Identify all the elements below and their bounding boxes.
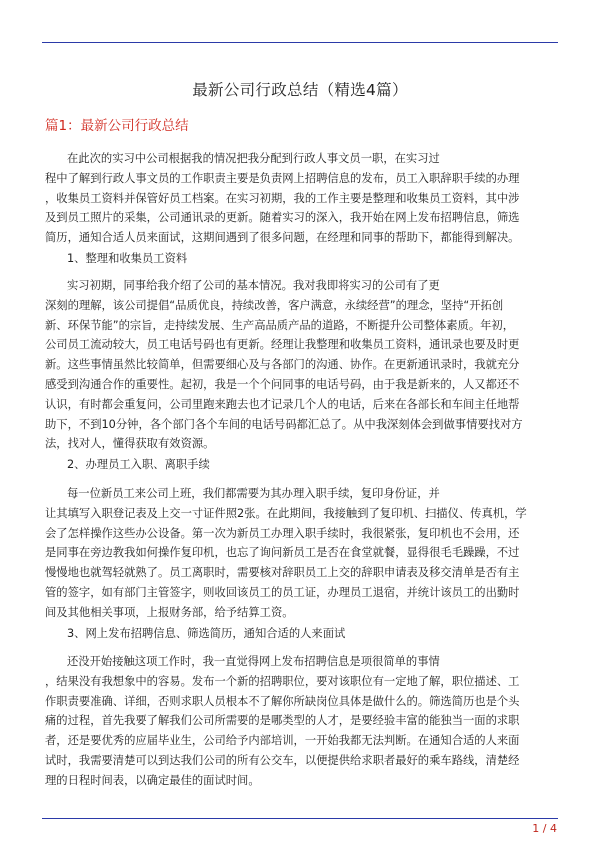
paragraph-recruiting xyxy=(45,652,557,791)
paragraph-collect-materials xyxy=(45,276,557,454)
text-line: 法，找对人，懂得获取有效资源。 xyxy=(45,437,215,451)
subheading-2 xyxy=(45,455,557,475)
text-line: 是同事在旁边教我如何操作复印机，也忘了询问新员工是否在食堂就餐，显得很毛毛躁躁，不过 xyxy=(45,546,520,560)
text-line: 会了怎样操作这些办公设备。第一次为新员工办理入职手续时，我很紧张，复印机也不会用，还 xyxy=(45,526,520,540)
text-line: 痛的过程，首先我要了解我们公司所需要的是哪类型的人才，是要经验丰富的能独当一面的求职 xyxy=(45,714,520,728)
text-line: 助下，不到10分钟，各个部门各个车间的电话号码都汇总了。从中我深刻体会到做事情要找对方 xyxy=(45,417,523,431)
text-line: 深刻的理解，该公司提倡“品质优良，持续改善，客户满意，永续经营”的理念，坚持“开拓创 xyxy=(45,298,504,312)
paragraph-onboarding xyxy=(45,484,557,623)
subheading-3 xyxy=(45,624,557,644)
footer-rule xyxy=(42,818,558,819)
text-line: ，结果没有我想象中的容易。发布一个新的招聘职位，要对该职位有一定地了解，职位描述、工 xyxy=(45,674,520,688)
paragraph-intro xyxy=(45,149,557,248)
subheading-text: 3、网上发布招聘信息、筛选简历，通知合适的人来面试 xyxy=(67,627,346,640)
text-line: 程中了解到行政人事文员的工作职责主要是负责网上招聘信息的发布，员工入职辞职手续的办理 xyxy=(45,171,520,185)
text-line: 者，还是要优秀的应届毕业生，公司给予内部培训，一开始我都无法判断。在通知合适的人来面 xyxy=(45,734,520,748)
section-heading: 篇1：最新公司行政总结 xyxy=(45,118,189,134)
text-line: 认识，有时都会重复问，公司里跑来跑去也才记录几个人的电话，后来在各部长和车间主任地帮 xyxy=(45,397,520,411)
text-line: 新。这些事情虽然比较简单，但需要细心及与各部门的沟通、协作。在更新通讯录时，我就充分 xyxy=(45,358,520,372)
text-line: 实习初期，同事给我介绍了公司的基本情况。我对我即将实习的公司有了更 xyxy=(67,279,440,292)
text-line: 慢慢地也就驾轻就熟了。员工离职时，需要核对辞职员工上交的辞职申请表及移交清单是否有主 xyxy=(45,566,520,580)
text-line: 让其填写入职登记表及上交一寸证件照2张。在此期间，我接触到了复印机、扫描仪、传真机，学 xyxy=(45,506,527,520)
text-line: 及到员工照片的采集，公司通讯录的更新。随着实习的深入，我开始在网上发布招聘信息，筛选 xyxy=(45,211,520,225)
text-line: 间及其他相关事项，上报财务部，给予结算工资。 xyxy=(45,605,294,619)
text-line: 在此次的实习中公司根据我的情况把我分配到行政人事文员一职，在实习过 xyxy=(67,152,440,165)
text-line: 公司员工流动较大，员工电话号码也有更新。经理让我整理和收集员工资料，通讯录也要及时更 xyxy=(45,338,520,352)
text-line: 试时，我需要清楚可以到达我们公司的所有公交车，以便提供给求职者最好的乘车路线，清楚经 xyxy=(45,753,520,767)
text-line: 简历，通知合适人员来面试，这期间遇到了很多问题，在经理和同事的帮助下，都能得到解决。 xyxy=(45,231,520,245)
page-indicator: 1 / 4 xyxy=(532,822,557,835)
text-line: 感受到沟通合作的重要性。起初，我是一个个问同事的电话号码，由于我是新来的，人又都还不 xyxy=(45,377,520,391)
header-rule xyxy=(42,42,558,43)
text-line: 理的日程时间表，以确定最佳的面试时间。 xyxy=(45,773,260,787)
document-title: 最新公司行政总结（精选4篇） xyxy=(192,81,408,99)
text-line: 每一位新员工来公司上班，我们都需要为其办理入职手续，复印身份证，并 xyxy=(67,487,440,500)
subheading-text: 2、办理员工入职、离职手续 xyxy=(67,458,210,471)
text-line: 作职责要准确、详细，否则求职人员根本不了解你所缺岗位具体是做什么的。筛选简历也是个头 xyxy=(45,694,520,708)
text-line: 管的签字，如有部门主管签字，则收回该员工的员工证，办理员工退宿，并统计该员工的出勤时 xyxy=(45,585,520,599)
text-line: 还没开始接触这项工作时，我一直觉得网上发布招聘信息是项很简单的事情 xyxy=(67,655,440,668)
text-line: 新、环保节能”的宗旨，走持续发展、生产高品质产品的道路，不断提升公司整体素质。年初， xyxy=(45,318,515,332)
subheading-1 xyxy=(45,249,557,269)
text-line: ，收集员工资料并保管好员工档案。在实习初期，我的工作主要是整理和收集员工资料，其中涉 xyxy=(45,191,520,205)
subheading-text: 1、整理和收集员工资料 xyxy=(67,252,188,265)
